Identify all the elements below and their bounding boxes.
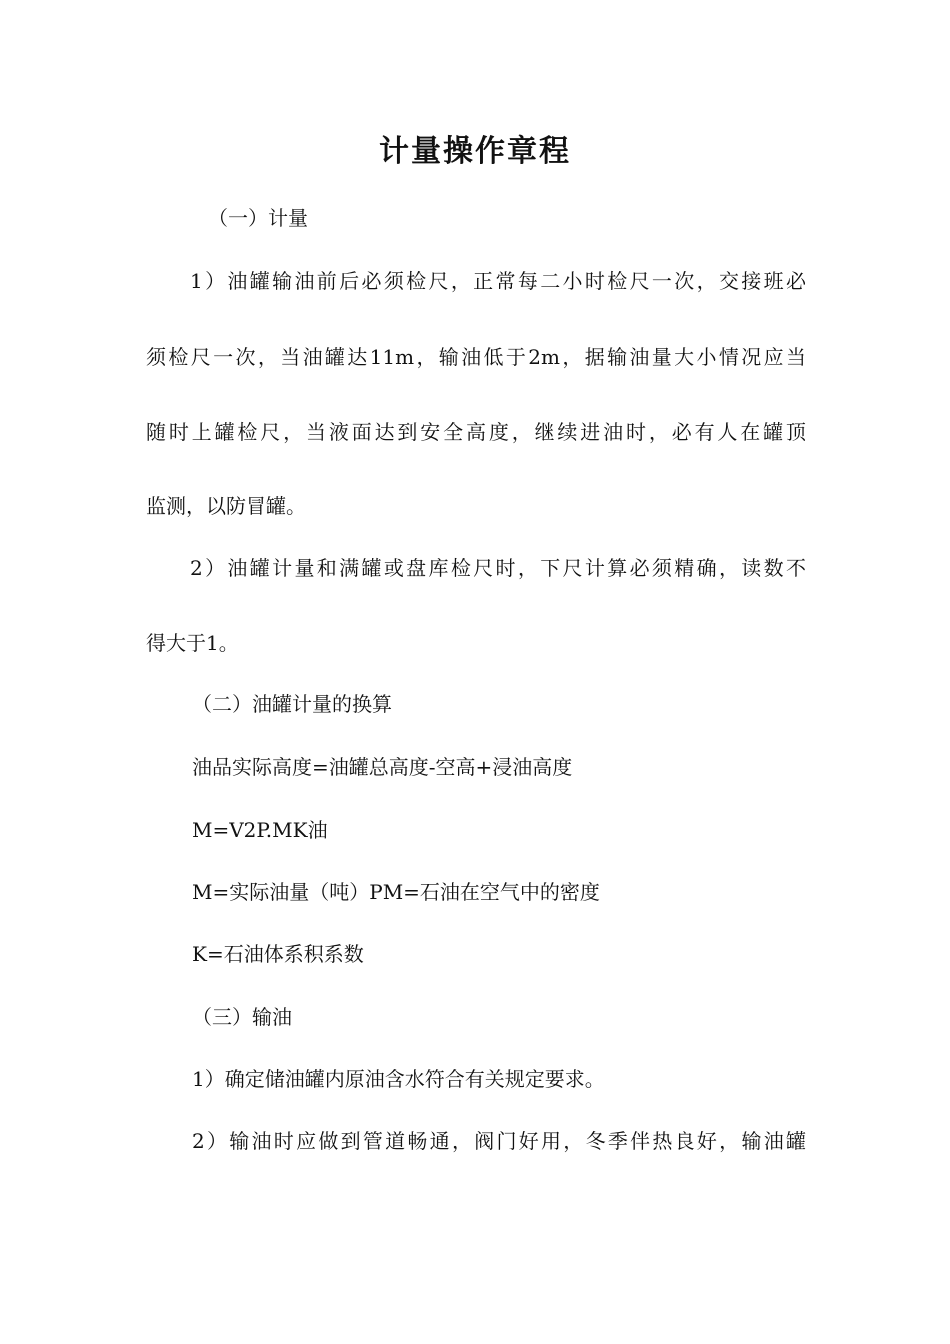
document-title: 计量操作章程 (379, 134, 571, 169)
formula-line: K=石油体系积系数 (192, 942, 364, 966)
paragraph-line: 1）确定储油罐内原油含水符合有关规定要求。 (192, 1067, 605, 1091)
formula-line: 油品实际高度=油罐总高度-空高+浸油高度 (192, 755, 573, 779)
paragraph-line: 得大于1。 (146, 631, 239, 655)
formula-line: M=实际油量（吨）PM=石油在空气中的密度 (192, 880, 600, 904)
formula-line: M=V2P.MK油 (192, 818, 328, 842)
paragraph-line: 2）输油时应做到管道畅通，阀门好用，冬季伴热良好，输油罐 (192, 1129, 806, 1153)
section-heading-3: （三）输油 (192, 1005, 292, 1029)
section-heading-1: （一）计量 (208, 206, 308, 230)
paragraph-line: 须检尺一次，当油罐达11m，输油低于2m，据输油量大小情况应当 (146, 345, 806, 369)
paragraph-line: 1）油罐输油前后必须检尺，正常每二小时检尺一次，交接班必 (190, 269, 806, 293)
section-heading-2: （二）油罐计量的换算 (192, 692, 392, 716)
paragraph-line: 随时上罐检尺，当液面达到安全高度，继续进油时，必有人在罐顶 (146, 420, 806, 444)
paragraph-line: 监测，以防冒罐。 (146, 494, 306, 518)
paragraph-line: 2）油罐计量和满罐或盘库检尺时，下尺计算必须精确，读数不 (190, 556, 806, 580)
